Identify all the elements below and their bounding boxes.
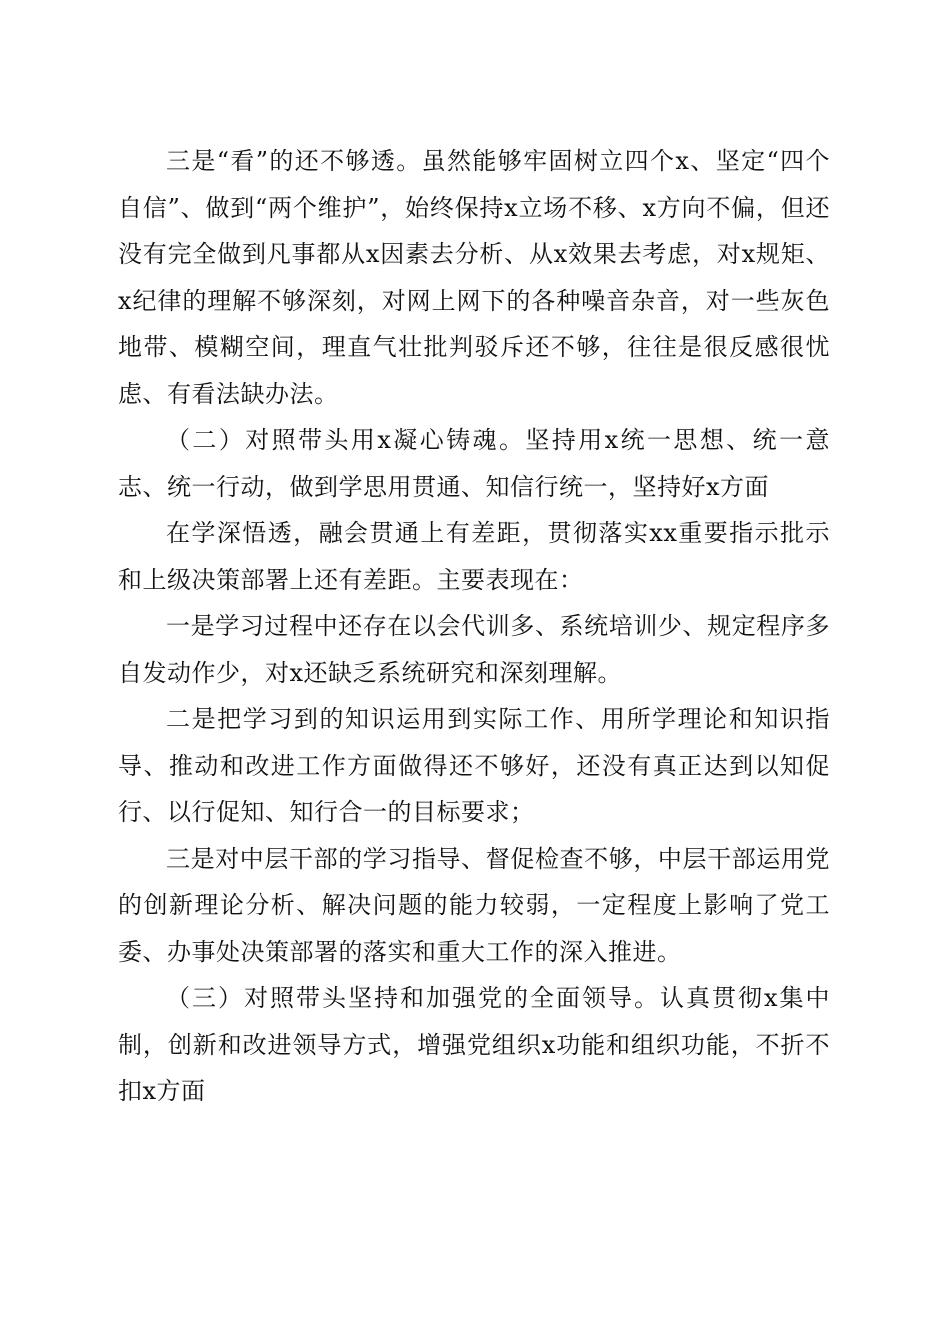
document-body <box>118 138 830 1115</box>
paragraph-point-one: 一是学习过程中还存在以会代训多、系统培训少、规定程序多自发动作少，对x还缺乏系统研究和深刻理解。 <box>118 612 830 687</box>
paragraph-section-three-heading: （三）对照带头坚持和加强党的全面领导。认真贯彻x集中制，创新和改进领导方式，增强党组织x功能和组织功能，不折不扣x方面 <box>118 984 830 1105</box>
paragraph-point-three: 三是对中层干部的学习指导、督促检查不够，中层干部运用党的创新理论分析、解决问题的能力较弱，一定程度上影响了党工委、办事处决策部署的落实和重大工作的深入推进。 <box>118 844 830 966</box>
paragraph-section-two-heading: （二）对照带头用x凝心铸魂。坚持用x统一思想、统一意志、统一行动，做到学思用贯通、知信行统一，坚持好x方面 <box>118 426 830 501</box>
paragraph-point-two: 二是把学习到的知识运用到实际工作、用所学理论和知识指导、推动和改进工作方面做得还不够好，还没有真正达到以知促行、以行促知、知行合一的目标要求； <box>118 705 830 826</box>
paragraph-gap-summary: 在学深悟透，融会贯通上有差距，贯彻落实xx重要指示批示和上级决策部署上还有差距。主要表现在： <box>118 519 830 594</box>
paragraph-third-look: 三是“看”的还不够透。虽然能够牢固树立四个x、坚定“四个自信”、做到“两个维护”，始终保持x立场不移、x方向不偏，但还没有完全做到凡事都从x因素去分析、从x效果去考虑，对x规矩、x纪律的理解不够深刻，对网上网下的各种噪音杂音，对一些灰色地带、模糊空间，理直气壮批判驳斥还不够，往往是很反感很忧虑、有看法缺办法。 <box>118 147 830 408</box>
